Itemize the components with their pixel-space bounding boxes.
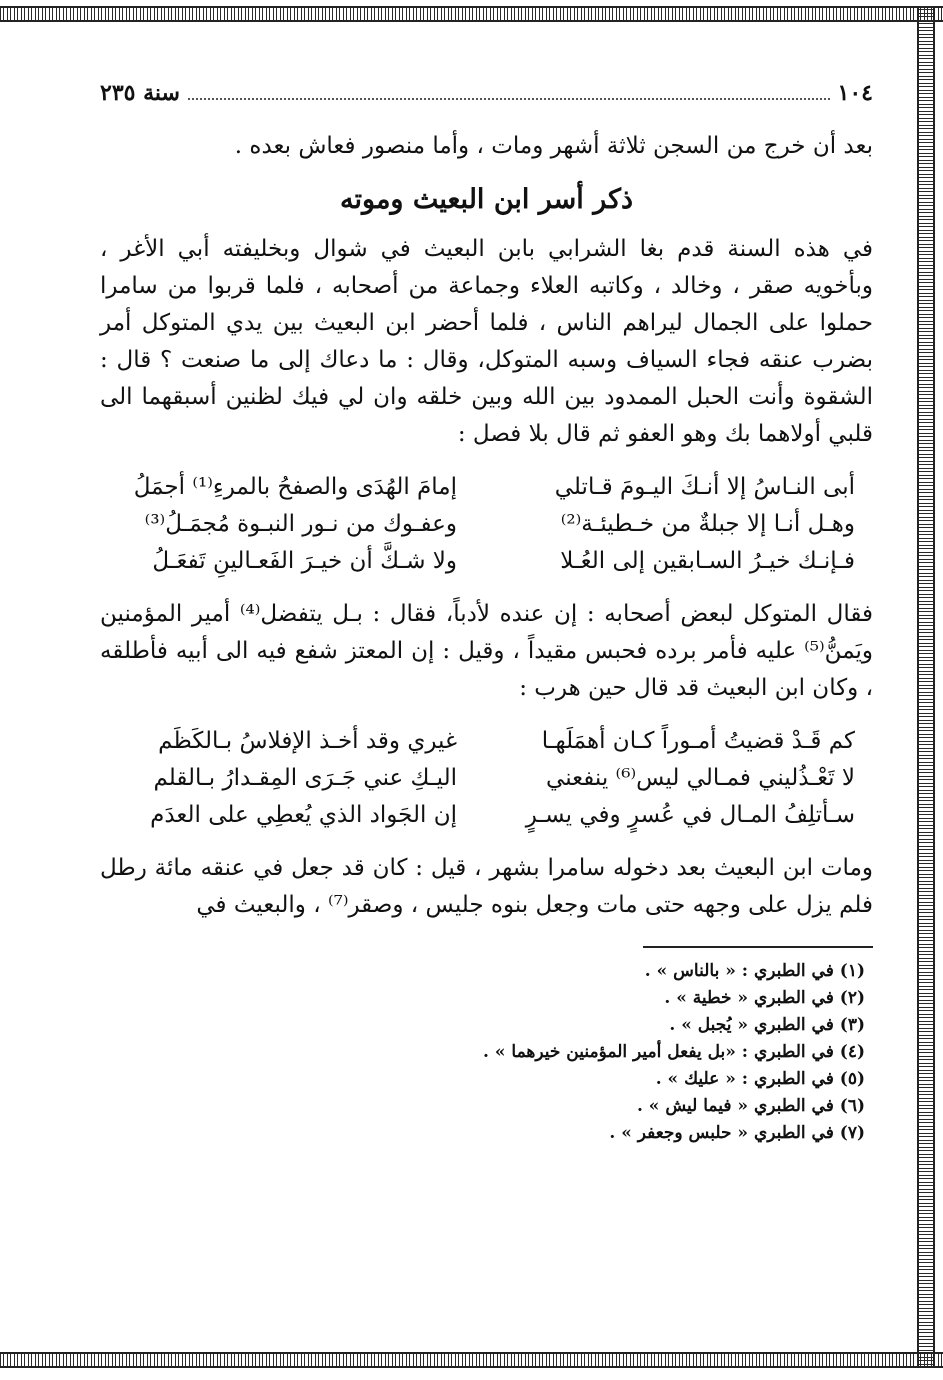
verse-first-hemistich: أبى النـاسُ إلا أنـكَ اليـومَ قـاتلي	[554, 474, 855, 500]
verse-second-hemistich: غيري وقد أخـذ الإفلاسُ بـالكَظَم	[158, 728, 458, 754]
verse-first-hemistich: لا تَعْـذُليني فمـالي ليس⁽⁶⁾ ينفعني	[546, 765, 855, 791]
verse-first-hemistich: كم قَـدْ قضيتُ أمـوراً كـان أهمَلَهـا	[541, 728, 855, 754]
running-head	[100, 80, 873, 112]
poem-1	[100, 469, 873, 580]
footnote: (٥) في الطبري : « عليك » .	[655, 1069, 865, 1089]
page-border-right	[917, 6, 935, 1368]
verse-line	[100, 543, 873, 580]
verse-first-hemistich: وهـل أنـا إلا جبلةٌ من خـطيئـة⁽²⁾	[560, 511, 855, 537]
verse-line	[100, 723, 873, 760]
header-dotted-rule	[188, 86, 830, 100]
verse-line	[100, 760, 873, 797]
footnote-separator	[643, 946, 873, 948]
verse-line	[100, 797, 873, 834]
poem-2	[100, 723, 873, 834]
paragraph-2: فقال المتوكل لبعض أصحابه : إن عنده لأدباً، فقال : بـل يتفضل⁽⁴⁾ أمير المؤمنين ويَمنُّ⁽⁵⁾ عليه فأمر برده فحبس مقيداً ، وقيل : إن المعتز شفع فيه الى أبيه فأطلقه ، وكان ابن البعيث قد قال حين هرب :	[100, 601, 873, 701]
footnote: (٧) في الطبري « حلبس وجعفر » .	[609, 1123, 865, 1143]
footnote: (٦) في الطبري « فيما ليش » .	[636, 1096, 865, 1116]
verse-second-hemistich: وعفـوك من نـور النبـوة مُجمَـلُ⁽³⁾	[144, 511, 458, 537]
verse-second-hemistich: اليـكِ عني جَـرَى المِقـدارُ بـالقلم	[153, 765, 458, 791]
section-heading: ذكر أسر ابن البعيث وموته	[340, 184, 633, 215]
verse-second-hemistich: إمامَ الهُدَى والصفحُ بالمرءِ⁽¹⁾ أجمَلُ	[133, 474, 458, 500]
page-border-bottom	[0, 1352, 943, 1368]
footnotes	[100, 958, 873, 1147]
footnote: (٤) في الطبري : «بل يفعل أمير المؤمنين خيرهما » .	[483, 1042, 865, 1062]
footnote: (٣) في الطبري « يُجبل » .	[669, 1015, 865, 1035]
intro-line: بعد أن خرج من السجن ثلاثة أشهر ومات ، وأما منصور فعاش بعده .	[234, 133, 873, 159]
page-border-top	[0, 6, 943, 22]
verse-first-hemistich: سـأتلِفُ المـال في عُسرٍ وفي يسـرٍ	[525, 802, 855, 828]
verse-second-hemistich: إن الجَواد الذي يُعطِي على العدَم	[150, 802, 458, 828]
footnote: (١) في الطبري : « بالناس » .	[644, 961, 865, 981]
verse-line	[100, 506, 873, 543]
page-number: ١٠٤	[837, 80, 873, 106]
verse-second-hemistich: ولا شـكَّ أن خيـرَ الفَعـالينِ تَفعَـلُ	[152, 548, 458, 574]
paragraph-1: في هذه السنة قدم بغا الشرابي بابن البعيث في شوال وبخليفته أبي الأغر ، وبأخويه صقر ، وخالد ، وكاتبه العلاء وجماعة من أصحابه ، فلما قربوا من سامرا حملوا على الجمال ليراهم الناس ، فلما أحضر ابن البعيث بين يدي المتوكل أمر بضرب عنقه فجاء السياف وسبه المتوكل، وقال : ما دعاك إلى ما صنعت ؟ قال : الشقوة وأنت الحبل الممدود بين الله وبين خلقه وان لي فيك لظنين أسبقهما الى قلبي أولاهما بك وهو العفو ثم قال بلا فصل :	[100, 236, 873, 447]
footnote: (٢) في الطبري « خطية » .	[664, 988, 865, 1008]
year-label: سنة ٢٣٥	[100, 80, 180, 106]
verse-line	[100, 469, 873, 506]
book-page	[100, 80, 873, 1320]
verse-first-hemistich: فـإنـك خيـرُ السـابقين إلى العُـلا	[560, 548, 855, 574]
paragraph-3: ومات ابن البعيث بعد دخوله سامرا بشهر ، قيل : كان قد جعل في عنقه مائة رطل فلم يزل على وجهه حتى مات وجعل بنوه جليس ، وصقر⁽⁷⁾ ، والبعيث في	[100, 855, 873, 918]
